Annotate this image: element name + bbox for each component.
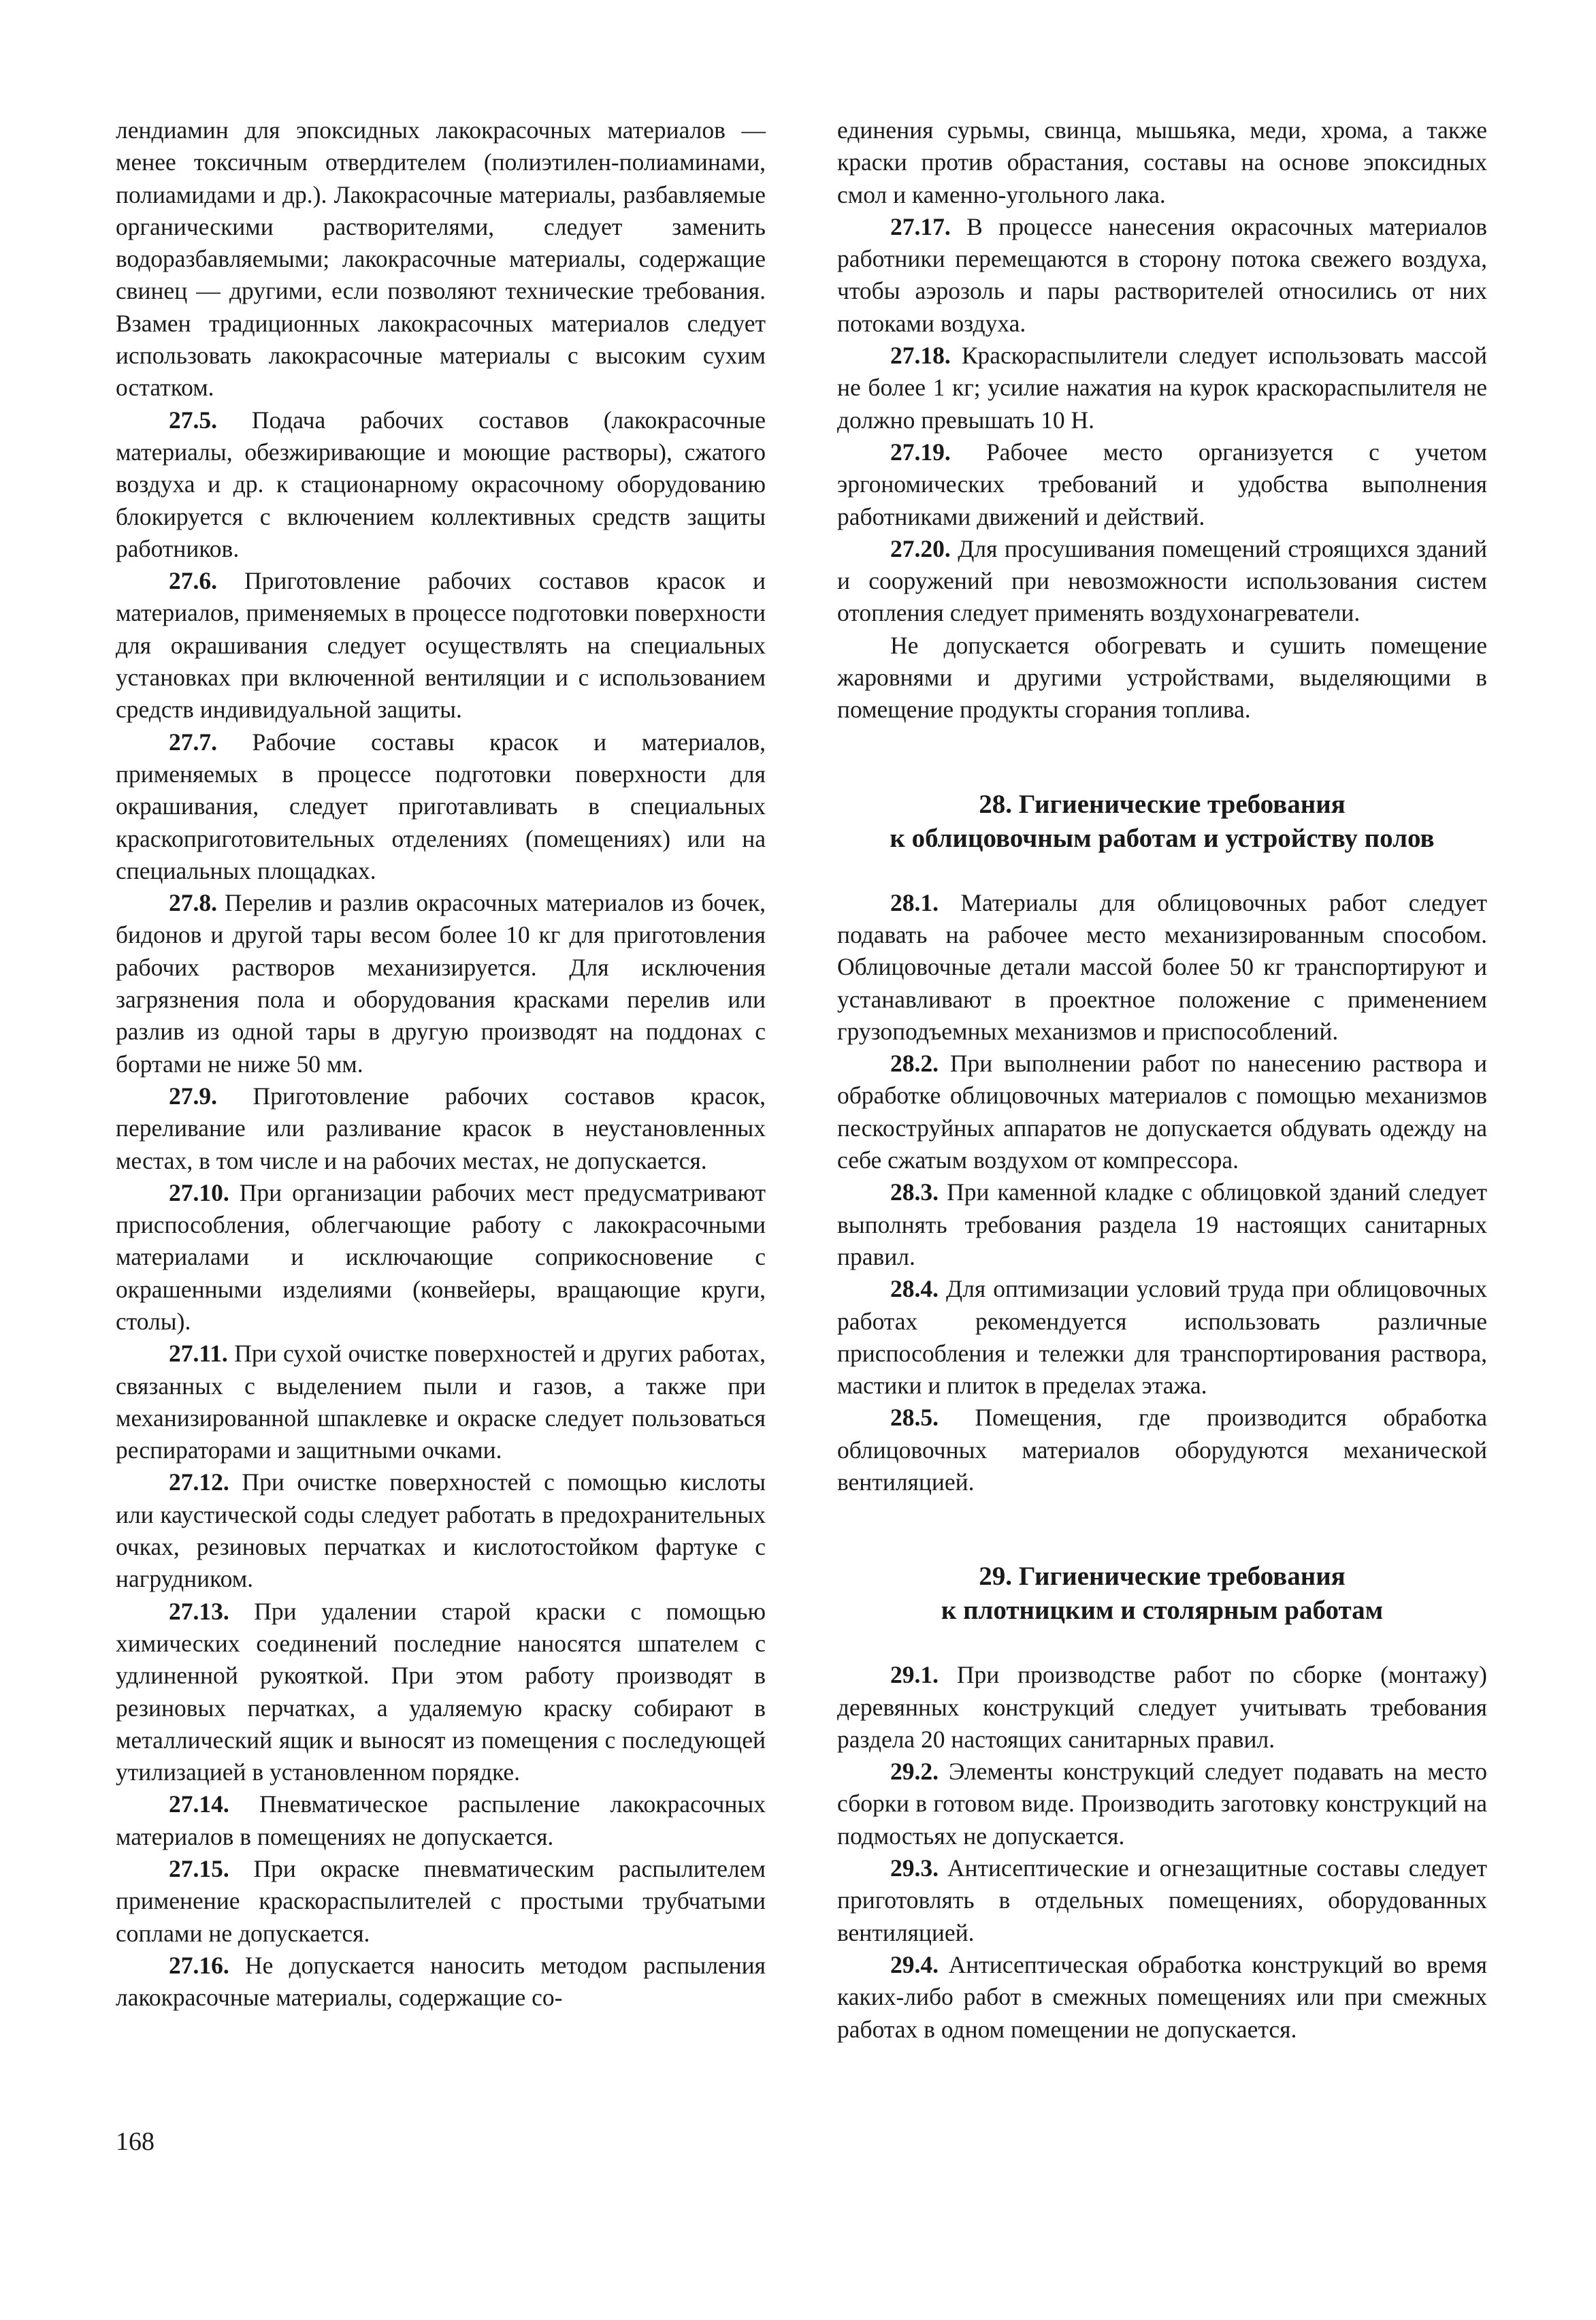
clause-number: 27.7. bbox=[169, 728, 217, 756]
paragraph bbox=[837, 1048, 1487, 1176]
section-28-title-line2: к облицовочным работам и устройству полов bbox=[890, 823, 1435, 853]
paragraph-text: Подача рабочих составов (лакокрасочные материалы, обезжиривающие и моющие растворы), сжатого воздуха и др. к стационарному окрасочному оборудованию блокируется с включением коллективных средств защиты работников. bbox=[116, 406, 766, 562]
paragraph-text: Рабочие составы красок и материалов, применяемых в процессе подготовки поверхности для окрашивания, следует приготавливать в специальных краскоприготовительных отделениях (помещениях) или на специальных площадках. bbox=[116, 728, 766, 884]
clause-number: 27.13. bbox=[169, 1597, 229, 1625]
paragraph bbox=[837, 436, 1487, 533]
paragraph-text: лендиамин для эпоксидных лакокрасочных материалов — менее токсичным отвердителем (полиэтилен-полиаминами, полиамидами и др.). Лакокрасочные материалы, разбавляемые органическими растворителями, следует заменить водоразбавляемыми; лакокрасочные материалы, содержащие свинец — другими, если позволяют технические требования. Взамен традиционных лакокрасочных материалов следует использовать лакокрасочные материалы с высоким сухим остатком. bbox=[116, 116, 766, 402]
paragraph-text: При производстве работ по сборке (монтажу) деревянных конструкций следует учитывать требования раздела 20 настоящих санитарных правил. bbox=[837, 1661, 1487, 1753]
paragraph-text: При очистке поверхностей с помощью кислоты или каустической соды следует работать в предохранительных очках, резиновых перчатках и кислотостойком фартуке с нагрудником. bbox=[116, 1468, 766, 1593]
paragraph bbox=[116, 1177, 766, 1338]
paragraph bbox=[837, 887, 1487, 1048]
clause-number: 27.6. bbox=[169, 567, 217, 595]
paragraph bbox=[837, 211, 1487, 340]
paragraph-text: Приготовление рабочих составов красок и материалов, применяемых в процессе подготовки поверхности для окрашивания следует осуществлять на специальных установках при включенной вентиляции и с использованием средств индивидуальной защиты. bbox=[116, 567, 766, 724]
paragraph bbox=[116, 1466, 766, 1595]
paragraph bbox=[116, 1338, 766, 1466]
clause-number: 27.17. bbox=[890, 212, 951, 240]
paragraph-text: При организации рабочих мест предусматривают приспособления, облегчающие работу с лакокрасочными материалами и исключающие соприкосновение с окрашенными изделиями (конвейеры, вращающие круги, столы). bbox=[116, 1178, 766, 1335]
paragraph-text: При выполнении работ по нанесению раствора и обработке облицовочных материалов с помощью механизмов пескоструйных аппаратов не допускается обдувать одежду на себе сжатым воздухом от компрессора. bbox=[837, 1050, 1487, 1174]
paragraph-text: Антисептическая обработка конструкций во время каких-либо работ в смежных помещениях или при смежных работах в одном помещении не допускается. bbox=[837, 1950, 1487, 2043]
paragraph-text: Не допускается обогревать и сушить помещение жаровнями и другими устройствами, выделяющими в помещение продукты сгорания топлива. bbox=[837, 631, 1487, 724]
paragraph bbox=[116, 726, 766, 887]
clause-number: 28.5. bbox=[890, 1404, 939, 1432]
paragraph-text: Приготовление рабочих составов красок, переливание или разливание красок в неустановленных местах, в том числе и на рабочих местах, не допускается. bbox=[116, 1082, 766, 1174]
paragraph bbox=[837, 1402, 1487, 1498]
section-28-heading bbox=[837, 788, 1487, 856]
paragraph bbox=[116, 887, 766, 1080]
clause-number: 28.4. bbox=[890, 1275, 939, 1303]
clause-number: 27.8. bbox=[169, 889, 217, 917]
section-29-title-line2: к плотницким и столярным работам bbox=[941, 1596, 1384, 1626]
paragraph-text: Рабочее место организуется с учетом эргономических требований и удобства выполнения работниками движений и действий. bbox=[837, 438, 1487, 530]
paragraph bbox=[837, 1949, 1487, 2046]
right-column-top bbox=[837, 114, 1487, 726]
paragraph-text: Антисептические и огнезащитные составы следует приготовлять в отдельных помещениях, оборудованных вентиляцией. bbox=[837, 1854, 1487, 1946]
paragraph bbox=[116, 1853, 766, 1950]
right-column bbox=[837, 114, 1487, 2046]
clause-number: 27.18. bbox=[890, 342, 951, 370]
paragraph bbox=[837, 1176, 1487, 1273]
paragraph bbox=[116, 404, 766, 565]
paragraph bbox=[837, 630, 1487, 726]
paragraph bbox=[837, 1756, 1487, 1852]
paragraph-text: Для оптимизации условий труда при облицовочных работах рекомендуется использовать различные приспособления и тележки для транспортирования раствора, мастики и плиток в пределах этажа. bbox=[837, 1275, 1487, 1400]
clause-number: 27.20. bbox=[890, 534, 951, 562]
paragraph bbox=[116, 1080, 766, 1177]
paragraph-text: Элементы конструкций следует подавать на место сборки в готовом виде. Производить заготовку конструкций на подмостьях не допускается. bbox=[837, 1758, 1487, 1850]
left-column bbox=[116, 114, 766, 2014]
paragraph bbox=[837, 1659, 1487, 1756]
clause-number: 28.1. bbox=[890, 888, 939, 916]
paragraph bbox=[116, 1950, 766, 2014]
paragraph-text: Материалы для облицовочных работ следует подавать на рабочее место механизированным способом. Облицовочные детали массой более 50 кг транспортируют и устанавливают в проектное положение с применением грузоподъемных механизмов и приспособлений. bbox=[837, 888, 1487, 1045]
paragraph-text: При каменной кладке с облицовкой зданий следует выполнять требования раздела 19 настоящих санитарных правил. bbox=[837, 1178, 1487, 1270]
section-29-body bbox=[837, 1659, 1487, 2046]
clause-number: 29.4. bbox=[890, 1950, 939, 1978]
paragraph bbox=[116, 114, 766, 404]
page-number: 168 bbox=[116, 2127, 154, 2156]
clause-number: 27.14. bbox=[169, 1790, 229, 1818]
clause-number: 27.15. bbox=[169, 1855, 229, 1883]
clause-number: 27.5. bbox=[169, 406, 217, 434]
paragraph-text: Для просушивания помещений строящихся зданий и сооружений при невозможности использования систем отопления следует применять воздухонагреватели. bbox=[837, 534, 1487, 627]
clause-number: 28.3. bbox=[890, 1178, 939, 1206]
clause-number: 27.12. bbox=[169, 1468, 229, 1496]
paragraph bbox=[837, 1852, 1487, 1949]
clause-number: 27.10. bbox=[169, 1178, 229, 1206]
paragraph-text: Пневматическое распыление лакокрасочных материалов в помещениях не допускается. bbox=[116, 1790, 766, 1850]
clause-number: 29.2. bbox=[890, 1758, 939, 1786]
paragraph bbox=[837, 114, 1487, 211]
paragraph-text: Не допускается наносить методом распыления лакокрасочные материалы, содержащие со- bbox=[116, 1951, 766, 2012]
paragraph-text: Перелив и разлив окрасочных материалов из бочек, бидонов и другой тары весом более 10 кг для приготовления рабочих растворов механизируется. Для исключения загрязнения пола и оборудования красками перелив или разлив из одной тары в другую производят на поддонах с бортами не ниже 50 мм. bbox=[116, 889, 766, 1078]
paragraph bbox=[837, 1273, 1487, 1402]
section-28-title-line1: 28. Гигиенические требования bbox=[979, 789, 1346, 819]
paragraph-text: При сухой очистке поверхностей и других работах, связанных с выделением пыли и газов, а также при механизированной шпаклевке и окраске следует пользоваться респираторами и защитными очками. bbox=[116, 1340, 766, 1464]
paragraph bbox=[116, 565, 766, 726]
section-29-heading bbox=[837, 1560, 1487, 1628]
paragraph-text: При удалении старой краски с помощью химических соединений последние наносятся шпателем с удлиненной рукояткой. При этом работу производят в резиновых перчатках, а удаляемую краску собирают в металлический ящик и выносят из помещения с последующей утилизацией в установленном порядке. bbox=[116, 1597, 766, 1786]
paragraph bbox=[837, 533, 1487, 630]
clause-number: 28.2. bbox=[890, 1050, 939, 1078]
clause-number: 27.9. bbox=[169, 1082, 217, 1110]
clause-number: 27.11. bbox=[169, 1340, 228, 1368]
paragraph bbox=[116, 1788, 766, 1853]
clause-number: 27.16. bbox=[169, 1951, 229, 1979]
clause-number: 27.19. bbox=[890, 438, 951, 466]
section-28-body bbox=[837, 887, 1487, 1499]
paragraph-text: единения сурьмы, свинца, мышьяка, меди, хрома, а также краски против обрастания, составы на основе эпоксидных смол и каменно-угольного лака. bbox=[837, 116, 1487, 208]
clause-number: 29.3. bbox=[890, 1854, 939, 1882]
paragraph bbox=[837, 340, 1487, 436]
paragraph bbox=[116, 1596, 766, 1789]
paragraph-text: Помещения, где производится обработка облицовочных материалов оборудуются механической вентиляцией. bbox=[837, 1404, 1487, 1496]
paragraph-text: В процессе нанесения окрасочных материалов работники перемещаются в сторону потока свежего воздуха, чтобы аэрозоль и пары растворителей относились от них потоками воздуха. bbox=[837, 212, 1487, 337]
clause-number: 29.1. bbox=[890, 1661, 939, 1689]
section-29-title-line1: 29. Гигиенические требования bbox=[979, 1562, 1346, 1592]
paragraph-text: Краскораспылители следует использовать массой не более 1 кг; усилие нажатия на курок краскораспылителя не должно превышать 10 Н. bbox=[837, 342, 1487, 434]
paragraph-text: При окраске пневматическим распылителем применение краскораспылителей с простыми трубчатыми соплами не допускается. bbox=[116, 1855, 766, 1947]
